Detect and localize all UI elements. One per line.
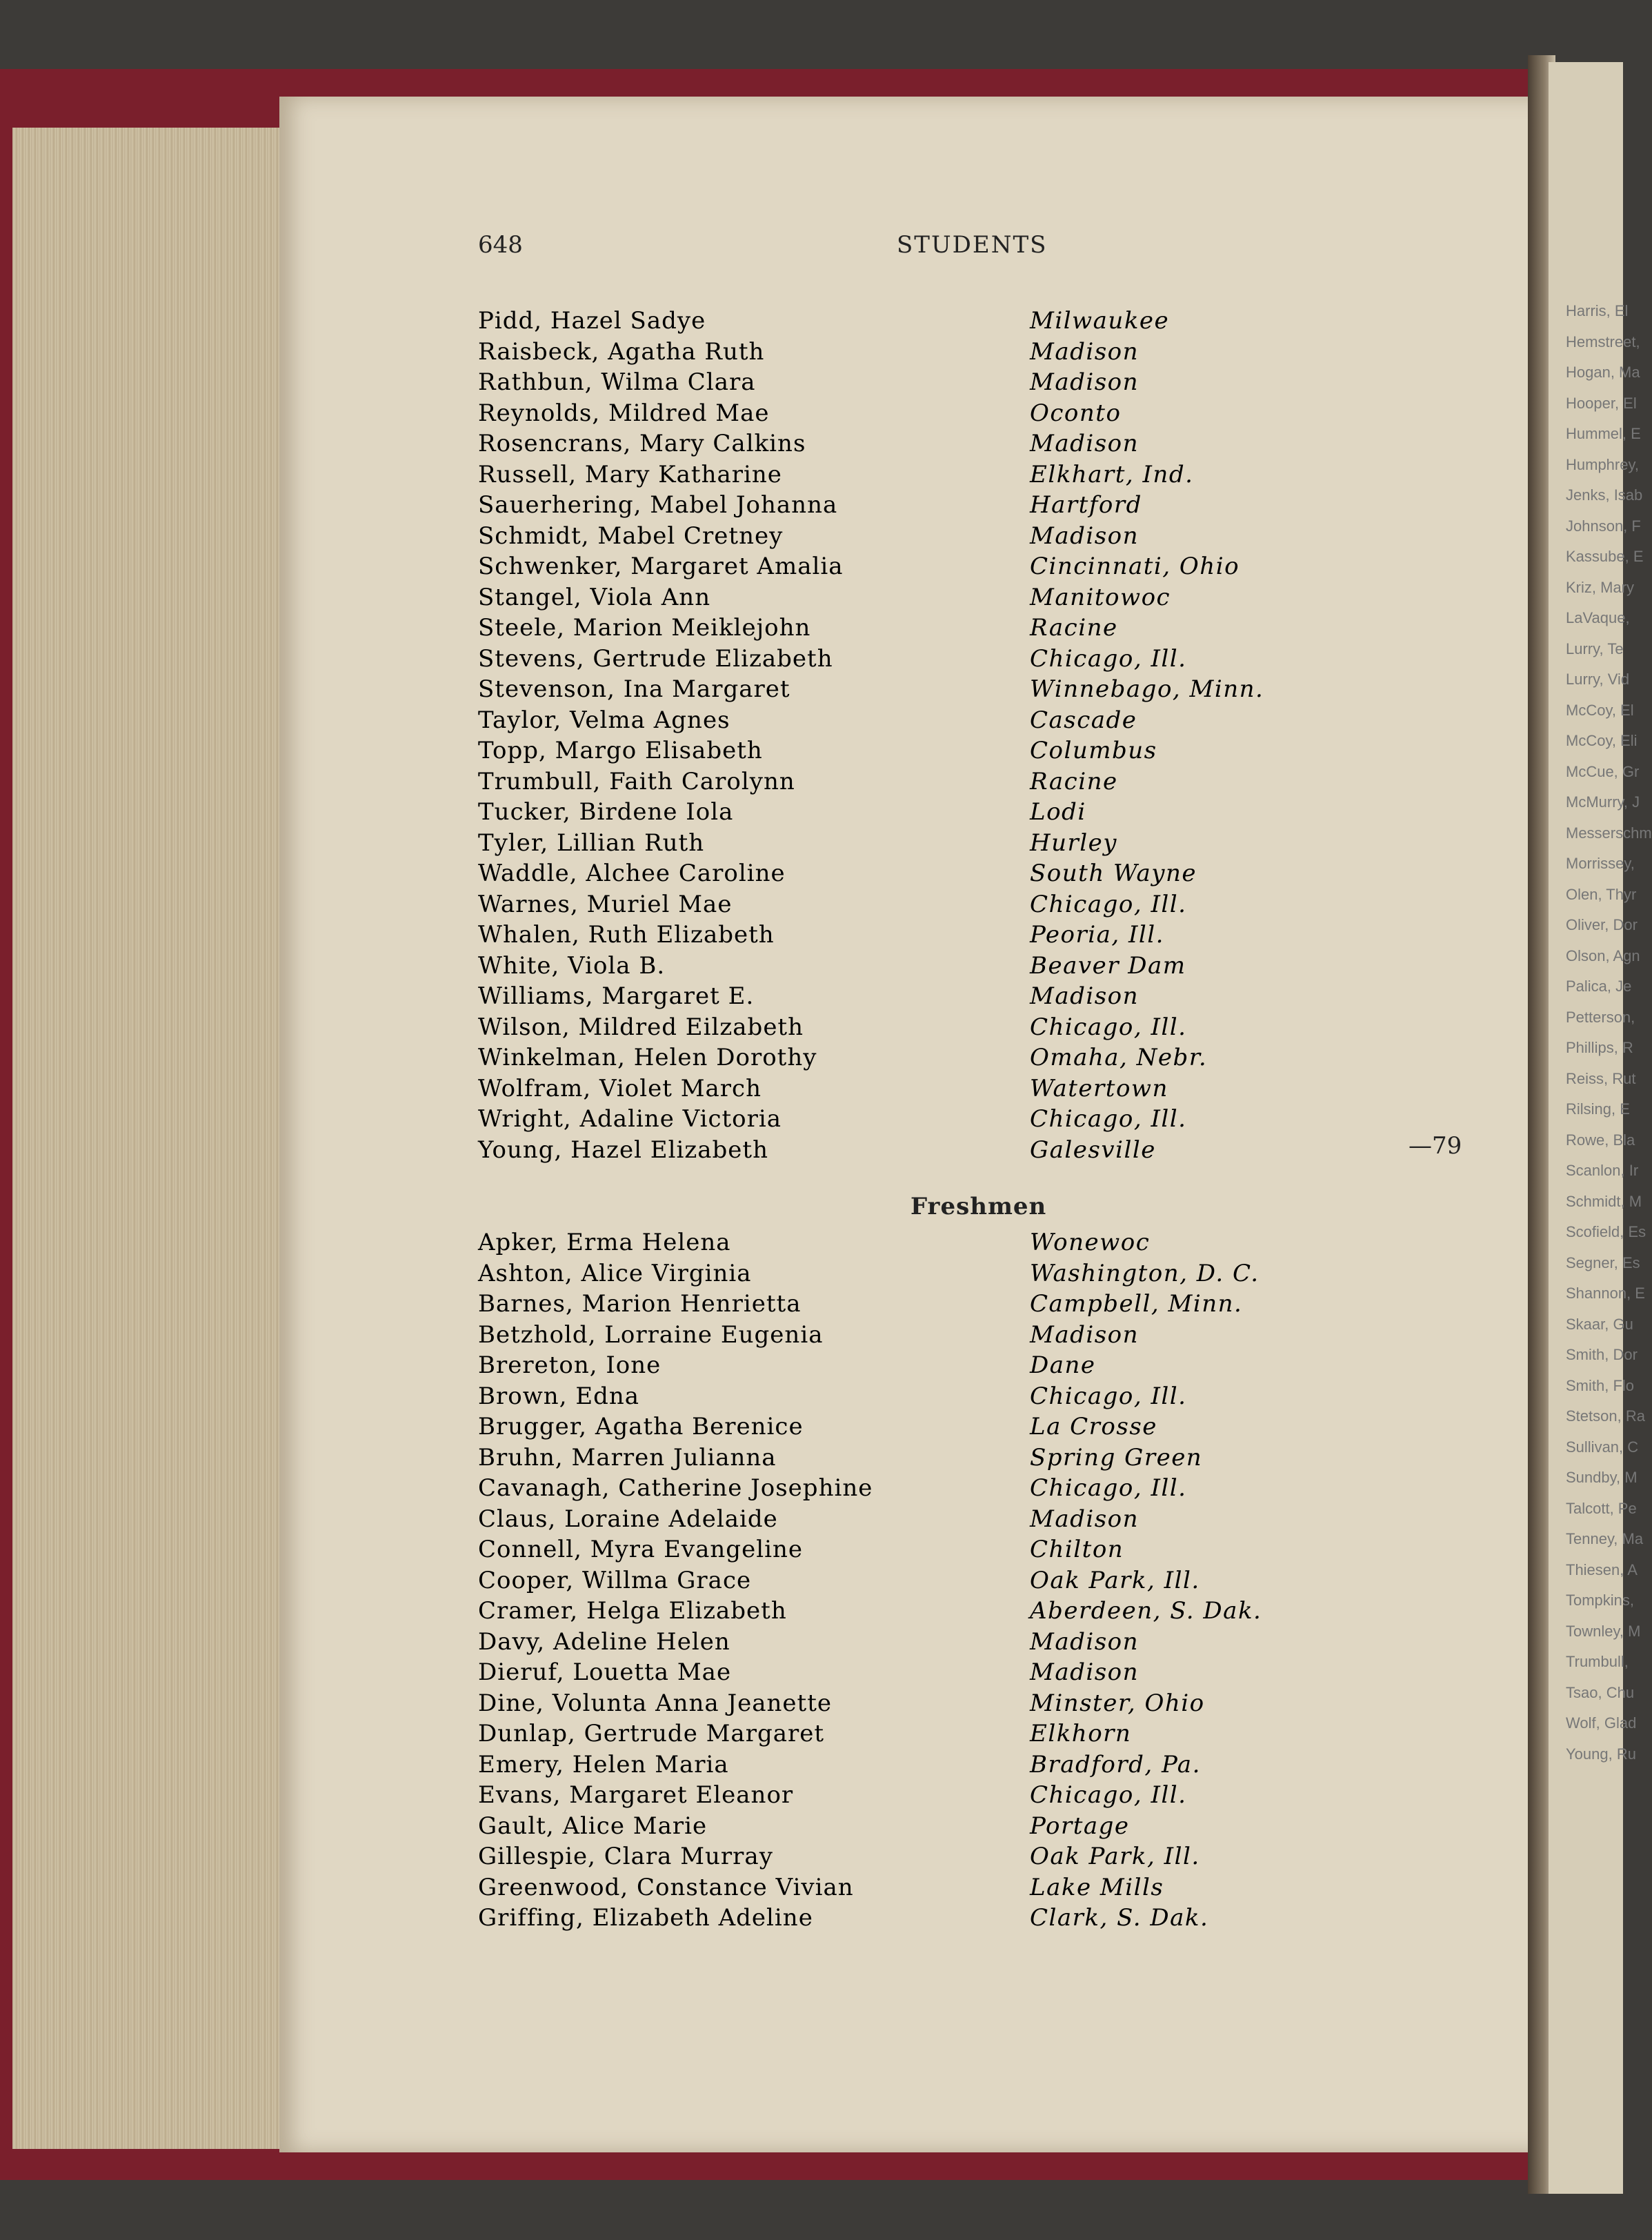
next-page-fragment: Hooper, El bbox=[1566, 394, 1637, 412]
student-hometown: Madison bbox=[1030, 430, 1140, 457]
student-hometown: Madison bbox=[1030, 337, 1140, 366]
student-hometown: La Crosse bbox=[1030, 1413, 1157, 1440]
student-name: Apker, Erma Helena bbox=[478, 1229, 731, 1256]
student-name: Cooper, Willma Grace bbox=[478, 1566, 752, 1594]
next-page-fragment: LaVaque, bbox=[1566, 609, 1630, 626]
student-hometown: Cascade bbox=[1030, 706, 1137, 734]
student-hometown: Omaha, Nebr. bbox=[1030, 1044, 1208, 1071]
student-name: Rathbun, Wilma Clara bbox=[478, 368, 756, 396]
student-hometown: Portage bbox=[1030, 1812, 1130, 1840]
student-name: Reynolds, Mildred Mae bbox=[478, 399, 770, 427]
student-name: Wright, Adaline Victoria bbox=[478, 1105, 782, 1133]
student-name: Schwenker, Margaret Amalia bbox=[478, 553, 844, 580]
next-page-fragment: McCoy, El bbox=[1566, 701, 1634, 719]
student-name: Evans, Margaret Eleanor bbox=[478, 1781, 794, 1809]
next-page-fragment: Hummel, E bbox=[1566, 425, 1641, 442]
student-hometown: Chicago, Ill. bbox=[1030, 1781, 1187, 1809]
next-page-fragment: McMurry, J bbox=[1566, 793, 1640, 811]
student-name: Betzhold, Lorraine Eugenia bbox=[478, 1320, 824, 1349]
page bbox=[279, 97, 1542, 2152]
student-hometown: Columbus bbox=[1030, 737, 1157, 764]
student-hometown: Chicago, Ill. bbox=[1030, 1105, 1187, 1133]
student-name: Ashton, Alice Virginia bbox=[478, 1259, 752, 1287]
student-name: Steele, Marion Meiklejohn bbox=[478, 614, 811, 642]
student-name: Greenwood, Constance Vivian bbox=[478, 1873, 854, 1901]
next-page-fragment: Townley, M bbox=[1566, 1622, 1641, 1640]
page-title: STUDENTS bbox=[897, 231, 1048, 259]
student-name: Emery, Helen Maria bbox=[478, 1750, 729, 1778]
student-hometown: Beaver Dam bbox=[1030, 951, 1186, 980]
next-page-fragment: Harris, El bbox=[1566, 302, 1629, 319]
student-name: Raisbeck, Agatha Ruth bbox=[478, 337, 765, 366]
next-page-fragment: Kassube, E bbox=[1566, 548, 1644, 565]
student-hometown: Hartford bbox=[1030, 491, 1142, 519]
student-hometown: Bradford, Pa. bbox=[1030, 1750, 1201, 1778]
next-page-fragment: Sundby, M bbox=[1566, 1469, 1638, 1486]
student-name: Davy, Adeline Helen bbox=[478, 1627, 730, 1656]
student-hometown: Cincinnati, Ohio bbox=[1030, 553, 1240, 580]
student-hometown: Chilton bbox=[1030, 1536, 1124, 1563]
next-page-fragment: Smith, Dor bbox=[1566, 1346, 1638, 1363]
student-name: Connell, Myra Evangeline bbox=[478, 1536, 803, 1563]
student-hometown: Milwaukee bbox=[1030, 307, 1170, 335]
next-page-fragment: Rilsing, E bbox=[1566, 1100, 1630, 1118]
student-name: Stevenson, Ina Margaret bbox=[478, 675, 790, 703]
student-hometown: Chicago, Ill. bbox=[1030, 890, 1187, 918]
student-name: Whalen, Ruth Elizabeth bbox=[478, 921, 775, 949]
next-page-fragment: Wolf, Glad bbox=[1566, 1714, 1637, 1732]
student-name: Claus, Loraine Adelaide bbox=[478, 1505, 778, 1533]
student-hometown: Spring Green bbox=[1030, 1443, 1203, 1471]
student-name: Gault, Alice Marie bbox=[478, 1812, 708, 1840]
next-page-fragment: Petterson, bbox=[1566, 1008, 1635, 1026]
next-page-fragment: Kriz, Mary bbox=[1566, 578, 1634, 596]
next-page-fragment: Lurry, Te bbox=[1566, 640, 1624, 657]
student-hometown: Galesville bbox=[1030, 1136, 1156, 1164]
student-name: Topp, Margo Elisabeth bbox=[478, 737, 763, 764]
student-name: Brown, Edna bbox=[478, 1382, 640, 1410]
next-page-fragment: Oliver, Dor bbox=[1566, 916, 1638, 933]
student-name: Tyler, Lillian Ruth bbox=[478, 829, 705, 857]
student-name: Barnes, Marion Henrietta bbox=[478, 1290, 802, 1318]
student-name: Sauerhering, Mabel Johanna bbox=[478, 491, 838, 519]
student-name: Winkelman, Helen Dorothy bbox=[478, 1044, 817, 1071]
next-page-fragment: Palica, Je bbox=[1566, 978, 1632, 995]
next-page-fragment: McCue, Gr bbox=[1566, 762, 1640, 780]
student-hometown: Wonewoc bbox=[1030, 1229, 1151, 1256]
student-hometown: Watertown bbox=[1030, 1074, 1168, 1102]
student-name: Stevens, Gertrude Elizabeth bbox=[478, 644, 833, 673]
next-page-fragment: Shannon, E bbox=[1566, 1285, 1645, 1302]
student-name: Cramer, Helga Elizabeth bbox=[478, 1597, 787, 1625]
student-hometown: South Wayne bbox=[1030, 860, 1197, 887]
student-name: Bruhn, Marren Julianna bbox=[478, 1443, 777, 1471]
student-name: Schmidt, Mabel Cretney bbox=[478, 522, 784, 550]
student-hometown: Manitowoc bbox=[1030, 583, 1171, 611]
student-name: Dunlap, Gertrude Margaret bbox=[478, 1720, 825, 1747]
next-page-fragment: Messerschm bbox=[1566, 824, 1652, 842]
student-name: Pidd, Hazel Sadye bbox=[478, 307, 706, 335]
student-name: Stangel, Viola Ann bbox=[478, 583, 711, 611]
student-hometown: Hurley bbox=[1030, 829, 1118, 857]
student-name: Waddle, Alchee Caroline bbox=[478, 860, 786, 887]
student-hometown: Peoria, Ill. bbox=[1030, 921, 1164, 949]
student-name: Dieruf, Louetta Mae bbox=[478, 1658, 732, 1686]
next-page-fragment: Thiesen, A bbox=[1566, 1560, 1638, 1578]
next-page-fragment: Humphrey, bbox=[1566, 455, 1639, 473]
student-hometown: Aberdeen, S. Dak. bbox=[1030, 1597, 1262, 1625]
student-name: Brereton, Ione bbox=[478, 1351, 661, 1379]
student-name: Trumbull, Faith Carolynn bbox=[478, 767, 795, 795]
next-page-fragment: Smith, Flo bbox=[1566, 1376, 1635, 1394]
student-name: Griffing, Elizabeth Adeline bbox=[478, 1904, 813, 1932]
page-edges bbox=[12, 128, 281, 2149]
student-name: Taylor, Velma Agnes bbox=[478, 706, 730, 734]
student-hometown: Racine bbox=[1030, 767, 1118, 795]
student-hometown: Madison bbox=[1030, 1627, 1140, 1656]
student-hometown: Racine bbox=[1030, 614, 1118, 642]
student-hometown: Lodi bbox=[1030, 798, 1086, 826]
student-name: Williams, Margaret E. bbox=[478, 982, 755, 1010]
student-name: Tucker, Birdene Iola bbox=[478, 798, 734, 826]
next-page-fragment: Trumbull, bbox=[1566, 1653, 1629, 1670]
next-page-fragment: Hogan, Ma bbox=[1566, 364, 1640, 381]
next-page-fragment: Lurry, Vid bbox=[1566, 671, 1630, 688]
student-name: White, Viola B. bbox=[478, 951, 666, 980]
next-page-fragment: Johnson, F bbox=[1566, 517, 1641, 535]
student-hometown: Dane bbox=[1030, 1351, 1096, 1379]
next-page-fragment: Sullivan, C bbox=[1566, 1438, 1639, 1456]
student-name: Warnes, Muriel Mae bbox=[478, 890, 733, 918]
next-page-fragment: Hemstreet, bbox=[1566, 333, 1640, 350]
next-page-fragment: Jenks, Isab bbox=[1566, 486, 1643, 504]
student-hometown: Minster, Ohio bbox=[1030, 1689, 1205, 1717]
student-hometown: Lake Mills bbox=[1030, 1873, 1164, 1901]
student-hometown: Madison bbox=[1030, 368, 1140, 396]
student-name: Cavanagh, Catherine Josephine bbox=[478, 1474, 873, 1502]
next-page-fragment: Phillips, R bbox=[1566, 1039, 1633, 1056]
student-hometown: Chicago, Ill. bbox=[1030, 1474, 1187, 1502]
next-page-fragment: Tsao, Chu bbox=[1566, 1683, 1635, 1701]
next-page-fragment: Olen, Thyr bbox=[1566, 885, 1637, 903]
student-hometown: Madison bbox=[1030, 1320, 1140, 1349]
next-page-fragment: Rowe, Bla bbox=[1566, 1131, 1635, 1149]
student-hometown: Elkhart, Ind. bbox=[1030, 460, 1194, 488]
next-page-fragment: Scofield, Es bbox=[1566, 1223, 1646, 1240]
student-hometown: Madison bbox=[1030, 522, 1140, 550]
student-hometown: Campbell, Minn. bbox=[1030, 1290, 1243, 1318]
student-name: Young, Hazel Elizabeth bbox=[478, 1136, 768, 1164]
next-page-fragment: Reiss, Rut bbox=[1566, 1069, 1636, 1087]
next-page-fragment: Olson, Agn bbox=[1566, 946, 1640, 964]
student-name: Russell, Mary Katharine bbox=[478, 460, 782, 488]
student-name: Wilson, Mildred Eilzabeth bbox=[478, 1013, 804, 1041]
next-page-fragment: Segner, Es bbox=[1566, 1253, 1640, 1271]
seniors-total: —79 bbox=[1409, 1132, 1462, 1160]
next-page-fragment: Tompkins, bbox=[1566, 1592, 1635, 1609]
next-page-fragment: Skaar, Gu bbox=[1566, 1315, 1633, 1333]
student-hometown: Winnebago, Minn. bbox=[1030, 675, 1264, 703]
student-hometown: Madison bbox=[1030, 1505, 1140, 1533]
next-page-fragment: Talcott, Pe bbox=[1566, 1499, 1637, 1517]
page-number: 648 bbox=[478, 231, 523, 259]
student-hometown: Madison bbox=[1030, 982, 1140, 1010]
next-page-fragment: McCoy, Eli bbox=[1566, 732, 1638, 749]
next-page-fragment: Scanlon, Ir bbox=[1566, 1162, 1639, 1179]
student-hometown: Oconto bbox=[1030, 399, 1122, 427]
next-page-fragment: Stetson, Ra bbox=[1566, 1407, 1645, 1425]
student-hometown: Oak Park, Ill. bbox=[1030, 1843, 1200, 1870]
student-name: Rosencrans, Mary Calkins bbox=[478, 430, 806, 457]
student-name: Brugger, Agatha Berenice bbox=[478, 1413, 804, 1440]
student-hometown: Oak Park, Ill. bbox=[1030, 1566, 1200, 1594]
student-hometown: Elkhorn bbox=[1030, 1720, 1132, 1747]
next-page-fragment: Young, Ru bbox=[1566, 1745, 1636, 1763]
freshmen-heading: Freshmen bbox=[910, 1193, 1047, 1220]
student-name: Dine, Volunta Anna Jeanette bbox=[478, 1689, 832, 1717]
student-hometown: Chicago, Ill. bbox=[1030, 1013, 1187, 1041]
student-name: Wolfram, Violet March bbox=[478, 1074, 762, 1102]
next-page-fragment: Schmidt, M bbox=[1566, 1192, 1642, 1210]
student-hometown: Chicago, Ill. bbox=[1030, 644, 1187, 673]
next-page-fragment: Tenney, Ma bbox=[1566, 1530, 1644, 1547]
next-page-fragment: Morrissey, bbox=[1566, 855, 1635, 872]
student-hometown: Washington, D. C. bbox=[1030, 1259, 1260, 1287]
student-name: Gillespie, Clara Murray bbox=[478, 1843, 773, 1870]
student-hometown: Clark, S. Dak. bbox=[1030, 1904, 1209, 1932]
student-hometown: Chicago, Ill. bbox=[1030, 1382, 1187, 1410]
student-hometown: Madison bbox=[1030, 1658, 1140, 1686]
